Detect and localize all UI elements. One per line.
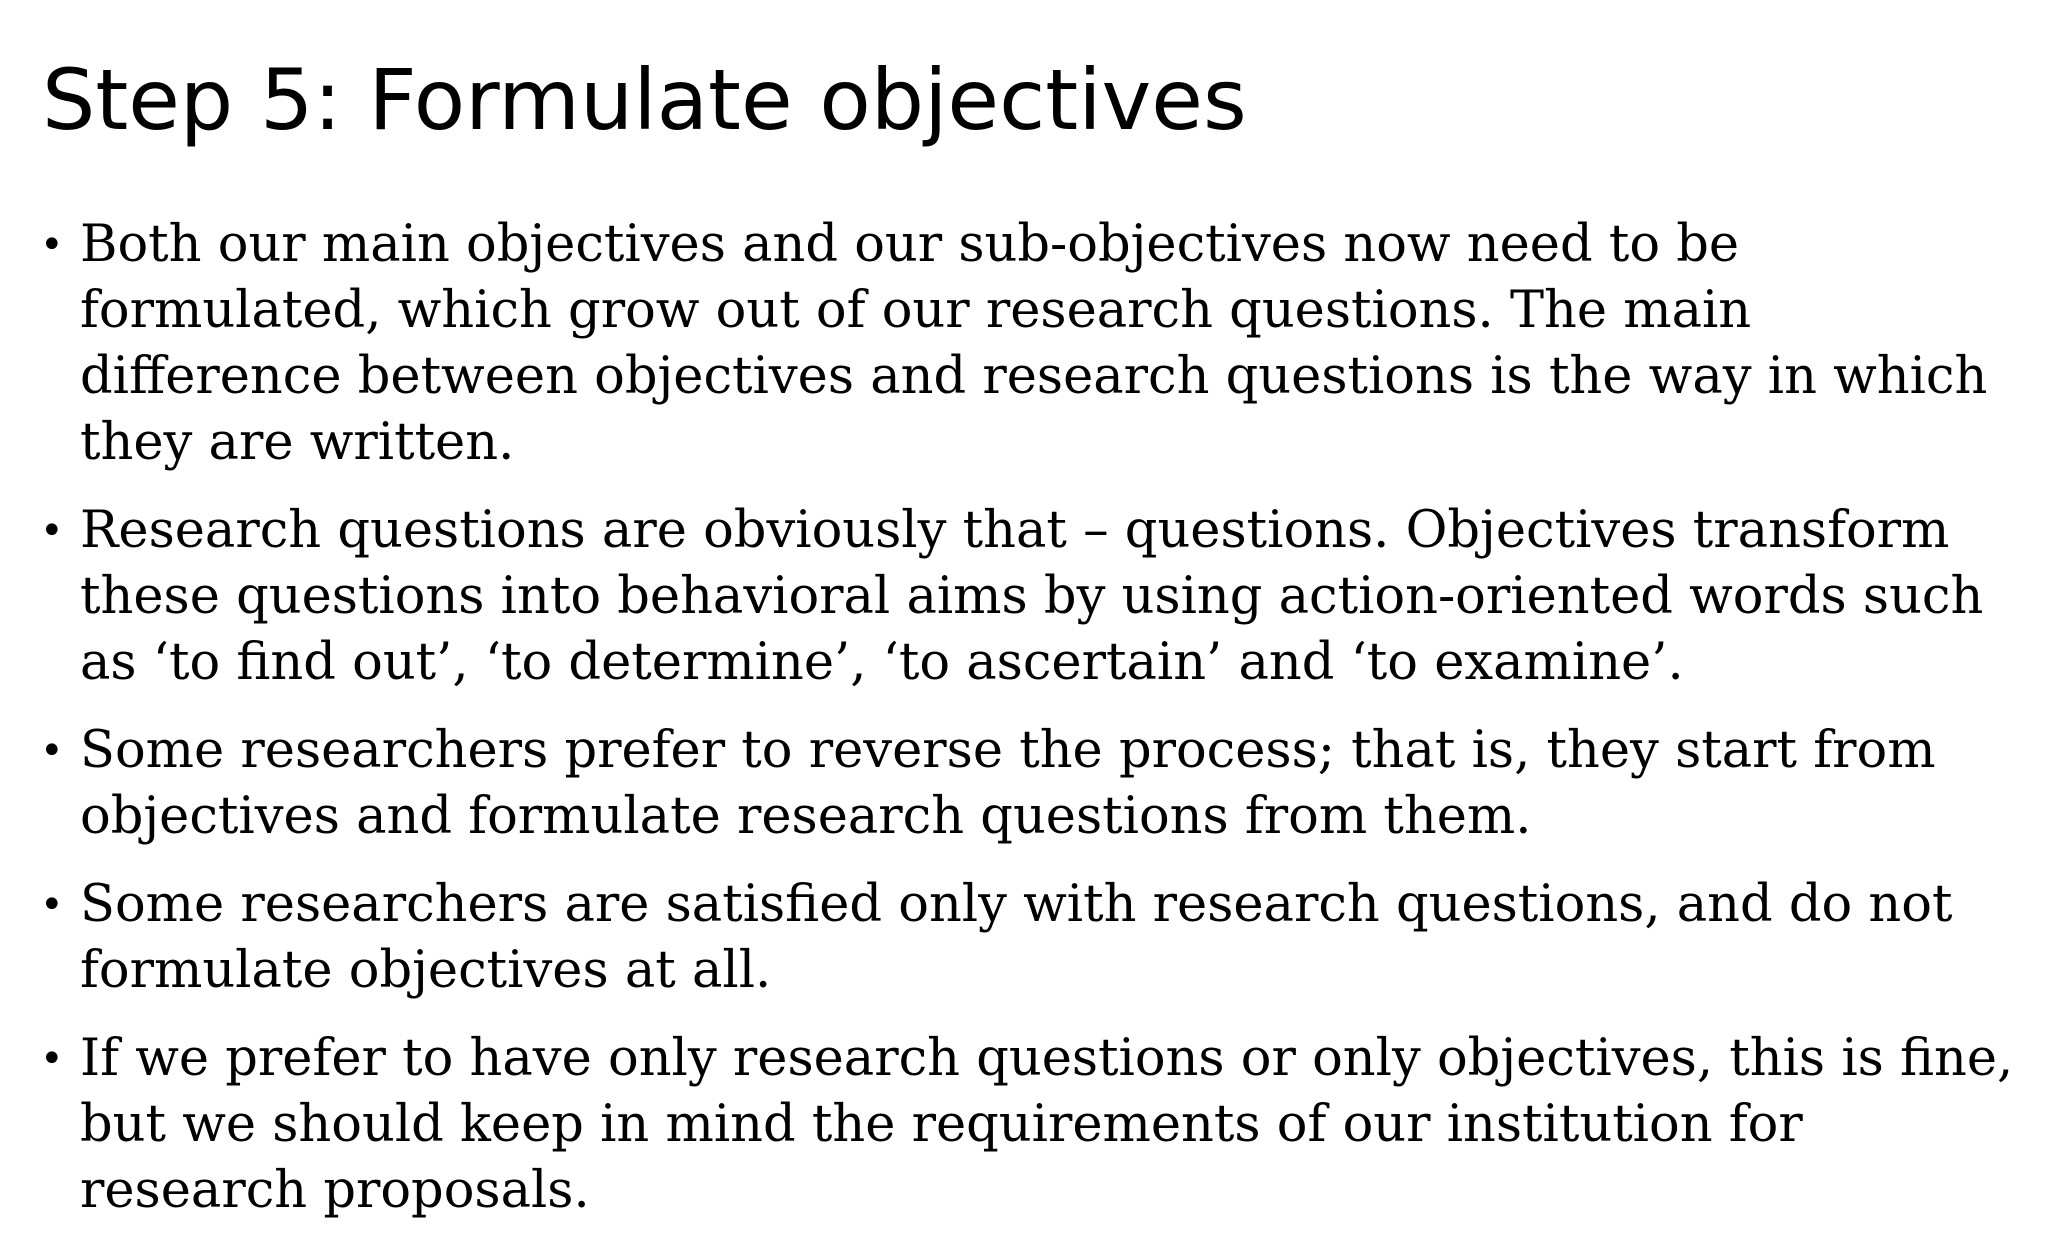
bullet-text: Research questions are obviously that – questions. Objectives transform these questions into behavioral aims by using action-oriented words such as ‘to find out’, ‘to determine’, ‘to ascertain’ and ‘to examine’. — [80, 501, 1984, 692]
slide-title: Step 5: Formulate objectives — [42, 51, 1247, 149]
bullet-dot-icon: • — [40, 882, 64, 928]
bullet-text: Some researchers are satisfied only with research questions, and do not formulate objectives at all. — [80, 875, 1953, 1000]
bullet-dot-icon: • — [40, 1036, 64, 1082]
bullet-dot-icon: • — [40, 222, 64, 268]
bullet-list — [40, 212, 2015, 1246]
bullet-text: Some researchers prefer to reverse the process; that is, they start from objectives and formulate research questions from them. — [80, 721, 1936, 846]
bullet-item — [40, 718, 2015, 850]
bullet-dot-icon: • — [40, 508, 64, 554]
bullet-item — [40, 498, 2015, 696]
bullet-text: Both our main objectives and our sub-objectives now need to be formulated, which grow out of our research questions. The main difference between objectives and research questions is the way in which they are written. — [80, 215, 1988, 472]
bullet-item — [40, 1026, 2015, 1224]
bullet-text: If we prefer to have only research questions or only objectives, this is fine, but we should keep in mind the requirements of our institution for research proposals. — [80, 1029, 2014, 1220]
bullet-item — [40, 872, 2015, 1004]
bullet-item — [40, 212, 2015, 476]
bullet-dot-icon: • — [40, 728, 64, 774]
